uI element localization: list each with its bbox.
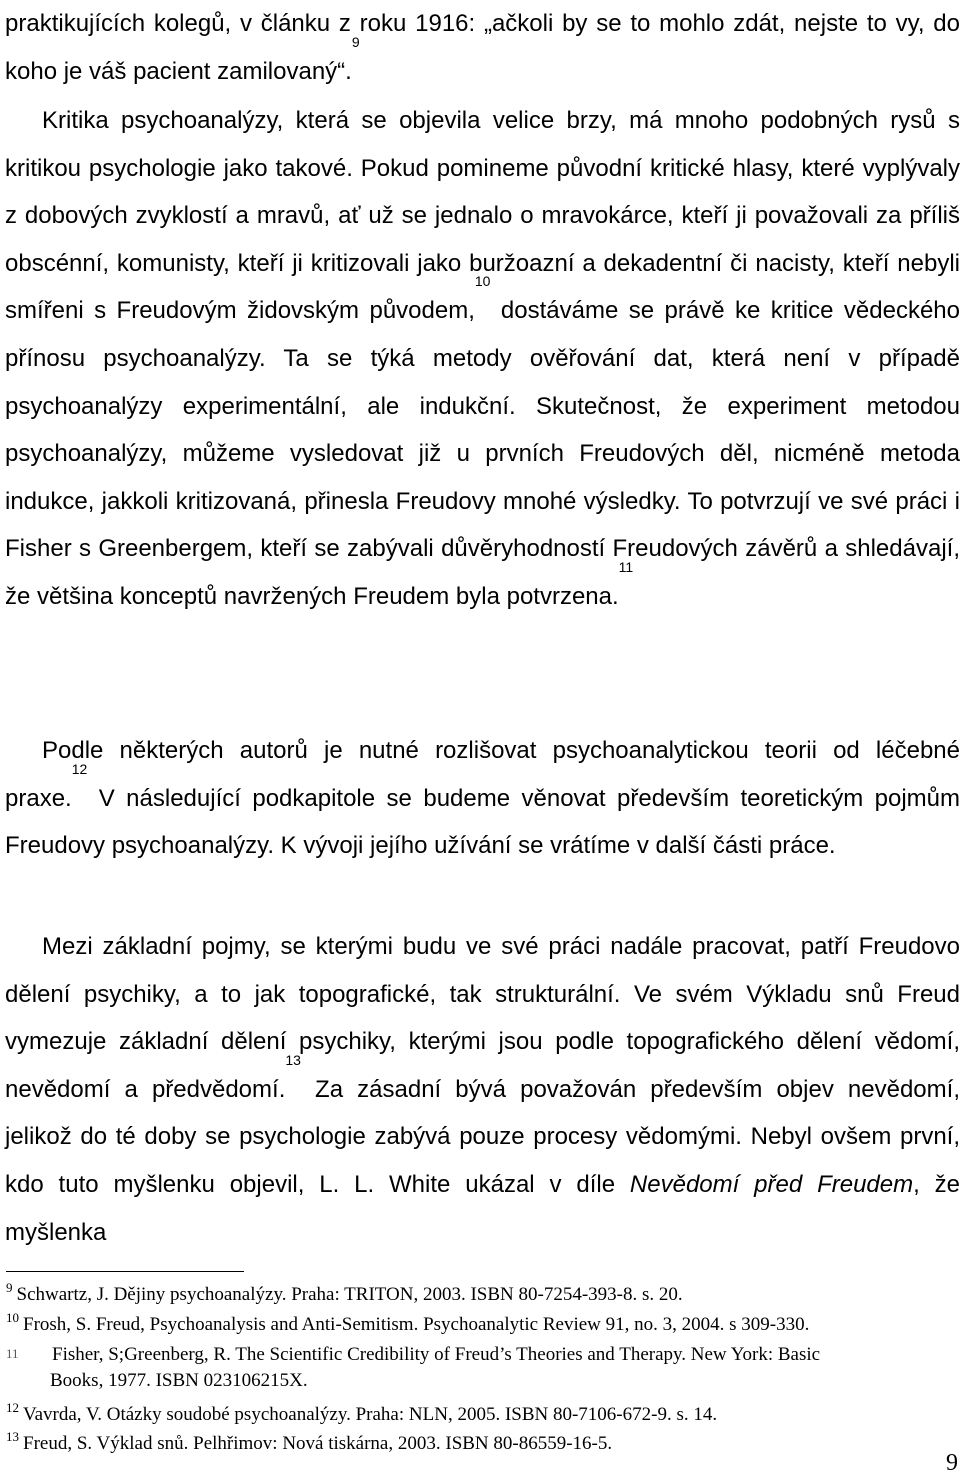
paragraph-3-text-b: V následující podkapitole se budeme věnovat především teoretickým pojmům Freudovy psychoanalýzy. K vývoji jejího užívání se vrátíme v další části práce.	[5, 784, 960, 860]
paragraph-4-text-a: Mezi základní pojmy, se kterými budu ve své práci nadále pracovat, patří Freudovo dělení psychiky, a to jak topografické, tak strukturální. Ve svém Výkladu snů Freud vymezuje základní dělení psychiky, kterými jsou podle topografického dělení vědomí, nevědomí a předvědomí.	[5, 933, 960, 1103]
footnote-text-line-2: Books, 1977. ISBN 023106215X.	[50, 1370, 308, 1391]
paragraph-4-text-c: , že myšlenka	[5, 1170, 960, 1246]
paragraph-1	[5, 0, 960, 96]
page-number: 9	[946, 1450, 958, 1476]
footnote-number: 10	[6, 1310, 19, 1325]
footnote-number: 13	[6, 1429, 19, 1444]
paragraph-4	[5, 923, 960, 1256]
footnote-ref-13[interactable]: 13	[285, 1051, 301, 1068]
paragraph-1-text: praktikujících kolegů, v článku z roku 1916: „ačkoli by se to mohlo zdát, nejste to vy, do koho je váš pacient zamilovaný“.	[5, 10, 960, 85]
paragraph-2	[5, 97, 960, 621]
footnote-text: Schwartz, J. Dějiny psychoanalýzy. Praha: TRITON, 2003. ISBN 80-7254-393-8. s. 20.	[16, 1284, 683, 1305]
paragraph-2-text-a: Kritika psychoanalýzy, která se objevila velice brzy, má mnoho podobných rysů s kritikou psychologie jako takové. Pokud pomineme původní kritické hlasy, které vyplývaly z dobových zvyklostí a mravů, ať už se jednalo o mravokárce, kteří ji považovali za příliš obscénní, komunisty, kteří ji kritizovali jako buržoazní a dekadentní či nacisty, kteří nebyli smířeni s Freudovým židovským původem,	[5, 107, 960, 325]
footnote-ref-10[interactable]: 10	[474, 273, 491, 290]
footnote-text: Freud, S. Výklad snů. Pelhřimov: Nová tiskárna, 2003. ISBN 80-86559-16-5.	[23, 1433, 613, 1454]
footnote-text: Frosh, S. Freud, Psychoanalysis and Anti-Semitism. Psychoanalytic Review 91, no. 3, 2004. s 309-330.	[23, 1314, 810, 1335]
footnote-text-line-1: Fisher, S;Greenberg, R. The Scientific Credibility of Freud’s Theories and Therapy. New York: Basic	[52, 1344, 821, 1365]
book-title-italic: Nevědomí před Freudem	[629, 1170, 914, 1198]
paragraph-2-text-b: dostáváme se právě ke kritice vědeckého přínosu psychoanalýzy. Ta se týká metody ověřování dat, která není v případě psychoanalýzy experimentální, ale indukční. Skutečnost, že experiment metodou psychoanalýzy, můžeme vysledovat již u prvních Freudových děl, nicméně metoda indukce, jakkoli kritizovaná, přinesla Freudovy mnohé výsledky. To potvrzují ve své práci i Fisher s Greenbergem, kteří se zabývali důvěryhodností Freudových závěrů a shledávají, že většina konceptů navržených Freudem byla potvrzena.	[5, 297, 960, 610]
footnote-ref-12[interactable]: 12	[71, 760, 88, 777]
footnote-number: 9	[6, 1280, 13, 1295]
footnote-9	[6, 1282, 956, 1309]
footnote-separator	[6, 1271, 244, 1272]
footnote-ref-9[interactable]: 9	[351, 33, 360, 50]
footnote-13	[6, 1431, 956, 1458]
footnote-text: Vavrda, V. Otázky soudobé psychoanalýzy. Praha: NLN, 2005. ISBN 80-7106-672-9. s. 14.	[23, 1404, 718, 1425]
footnote-10	[6, 1312, 956, 1339]
paragraph-3-text-a: Podle některých autorů je nutné rozlišovat psychoanalytickou teorii od léčebné praxe.	[5, 737, 960, 812]
paragraph-3	[5, 727, 960, 870]
footnote-11	[6, 1342, 956, 1394]
footnote-12	[6, 1402, 956, 1429]
footnote-number: 12	[6, 1400, 19, 1415]
paragraph-4-text-b: Za zásadní bývá považován především objev nevědomí, jelikož do té doby se psychologie zabývá pouze procesy vědomými. Nebyl ovšem první, kdo tuto myšlenku objevil, L. L. White ukázal v díle	[5, 1075, 960, 1198]
footnote-ref-11[interactable]: 11	[618, 558, 634, 575]
footnote-number: 11	[6, 1346, 19, 1361]
